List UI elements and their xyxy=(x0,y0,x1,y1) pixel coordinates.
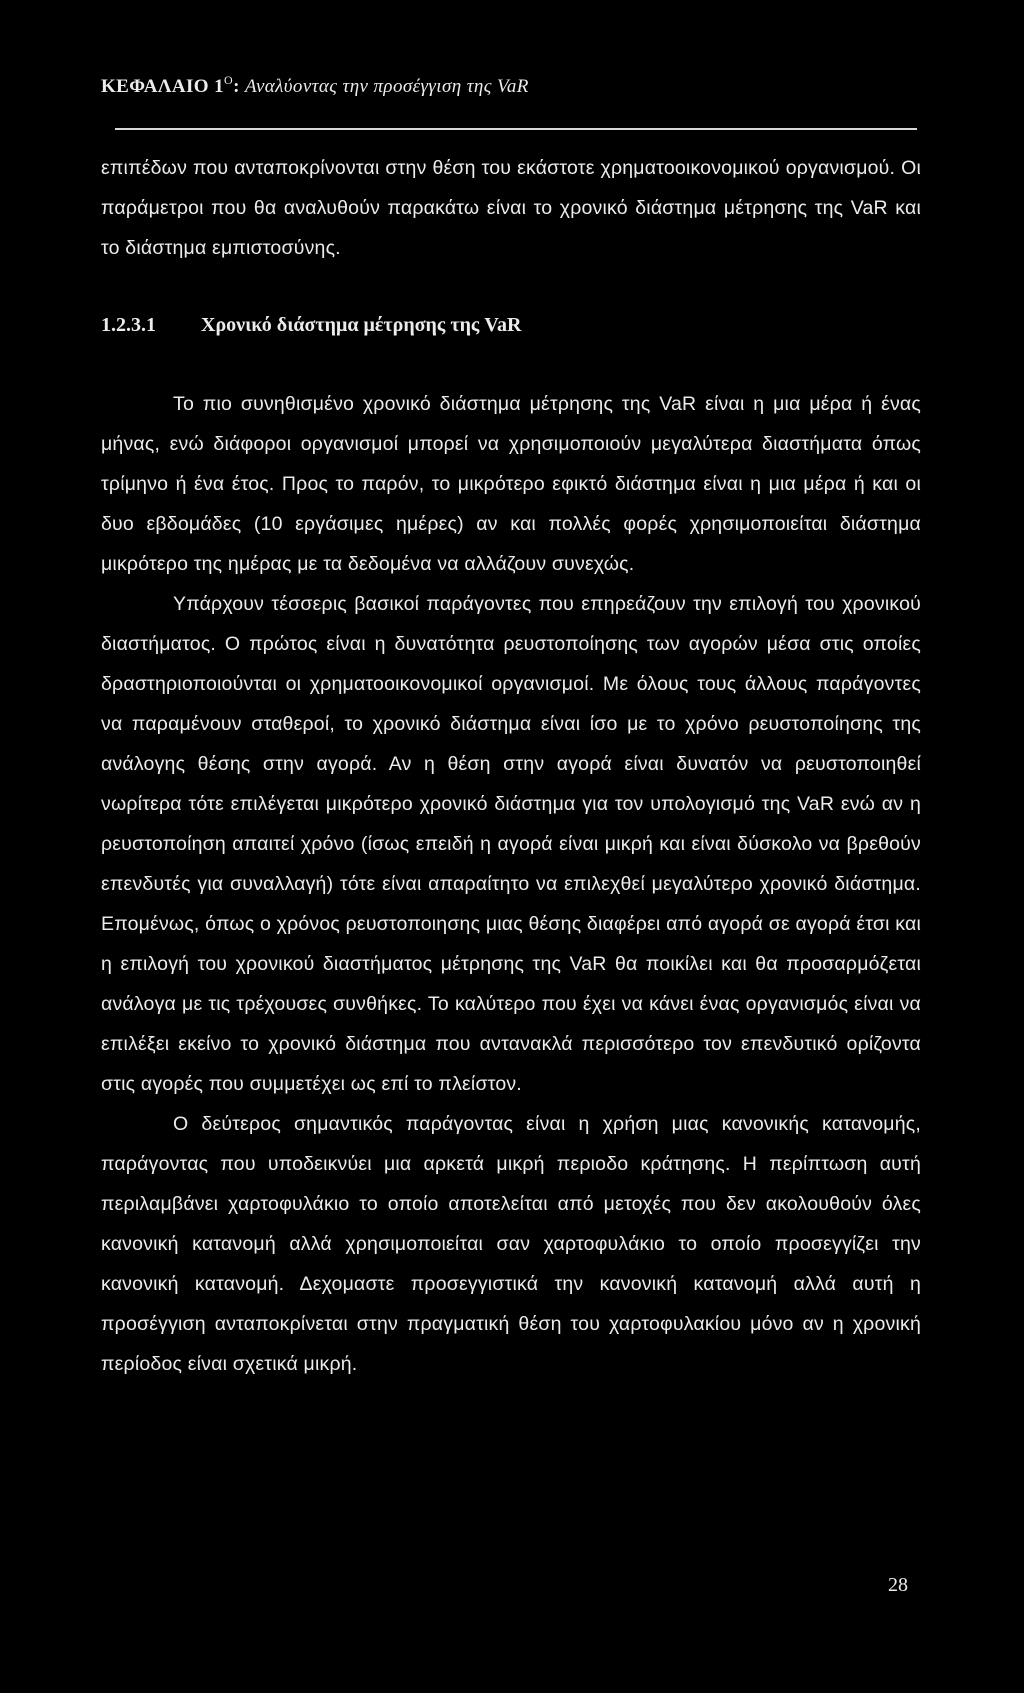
header-colon: : xyxy=(233,76,240,97)
chapter-label: ΚΕΦΑΛΑΙΟ 1 xyxy=(101,76,225,97)
paragraph-1: Το πιο συνηθισμένο χρονικό διάστημα μέτρησης της VaR είναι η μια μέρα ή ένας μήνας, ενώ διάφοροι οργανισμοί μπορεί να χρησιμοποιούν μεγαλύτερα διαστήματα όπως τρίμηνο ή ένα έτος. Προς το παρόν, το μικρότερο εφικτό διάστημα είναι η μια μέρα ή και οι δυο εβδομάδες (10 εργάσιμες ημέρες) αν και πολλές φορές χρησιμοποιείται διάστημα μικρότερο της ημέρας με τα δεδομένα να αλλάζουν συνεχώς. xyxy=(101,393,921,575)
section-title: Χρονικό διάστημα μέτρησης της VaR xyxy=(201,314,522,336)
paragraph-3: Ο δεύτερος σημαντικός παράγοντας είναι η χρήση μιας κανονικής κατανομής, παράγοντας που υποδεικνύει μια αρκετά μικρή περιοδο κράτησης. Η περίπτωση αυτή περιλαμβάνει χαρτοφυλάκιο το οποίο αποτελείται από μετοχές που δεν ακολουθούν όλες κανονική κατανομή αλλά χρησιμοποιείται σαν χαρτοφυλάκιο το οποίο προσεγγίζει την κανονική κατανομή. Δεχομαστε προσεγγιστικά την κανονική κατανομή αλλά αυτή η προσέγγιση ανταποκρίνεται στην πραγματική θέση του χαρτοφυλακίου μόνο αν η χρονική περίοδος είναι σχετικά μικρή. xyxy=(101,1113,921,1375)
paragraph-2: Υπάρχουν τέσσερις βασικοί παράγοντες που επηρεάζουν την επιλογή του χρονικού διαστήματος. Ο πρώτος είναι η δυνατότητα ρευστοποίησης των αγορών μέσα στις οποίες δραστηριοποιούνται οι χρηματοοικονομικοί οργανισμοί. Με όλους τους άλλους παράγοντες να παραμένουν σταθεροί, το χρονικό διάστημα είναι ίσο με το χρόνο ρευστοποίησης της ανάλογης θέσης στην αγορά. Αν η θέση στην αγορά είναι δυνατόν να ρευστοποιηθεί νωρίτερα τότε επιλέγεται μικρότερο χρονικό διάστημα για τον υπολογισμό της VaR ενώ αν η ρευστοποίηση απαιτεί χρόνο (ίσως επειδή η αγορά είναι μικρή και είναι δύσκολο να βρεθούν επενδυτές για συναλλαγή) τότε είναι απαραίτητο να επιλεχθεί μεγαλύτερο χρονικό διάστημα. Επομένως, όπως ο χρόνος ρευστοποιησης μιας θέσης διαφέρει από αγορά σε αγορά έτσι και η επιλογή του χρονικού διαστήματος μέτρησης της VaR θα ποικίλει και θα προσαρμόζεται ανάλογα με τις τρέχουσες συνθήκες. Το καλύτερο που έχει να κάνει ένας οργανισμός είναι να επιλέξει εκείνο το χρονικό διάστημα που αντανακλά περισσότερο τον επενδυτικό ορίζοντα στις αγορές που συμμετέχει ως επί το πλείστον. xyxy=(101,593,921,1095)
chapter-subtitle: Αναλύοντας την προσέγγιση της VaR xyxy=(245,76,529,97)
chapter-superscript: Ο xyxy=(224,73,234,87)
body-text xyxy=(101,384,921,1384)
intro-text xyxy=(101,148,921,268)
section-number: 1.2.3.1 xyxy=(101,314,156,336)
intro-paragraph: επιπέδων που ανταποκρίνονται στην θέση του εκάστοτε χρηματοοικονομικού οργανισμού. Οι παράμετροι που θα αναλυθούν παρακάτω είναι το χρονικό διάστημα μέτρησης της VaR και το διάστημα εμπιστοσύνης. xyxy=(101,157,921,259)
section-heading xyxy=(101,314,521,337)
page-number: 28 xyxy=(888,1574,908,1596)
running-header xyxy=(101,73,529,98)
header-rule xyxy=(115,128,917,130)
